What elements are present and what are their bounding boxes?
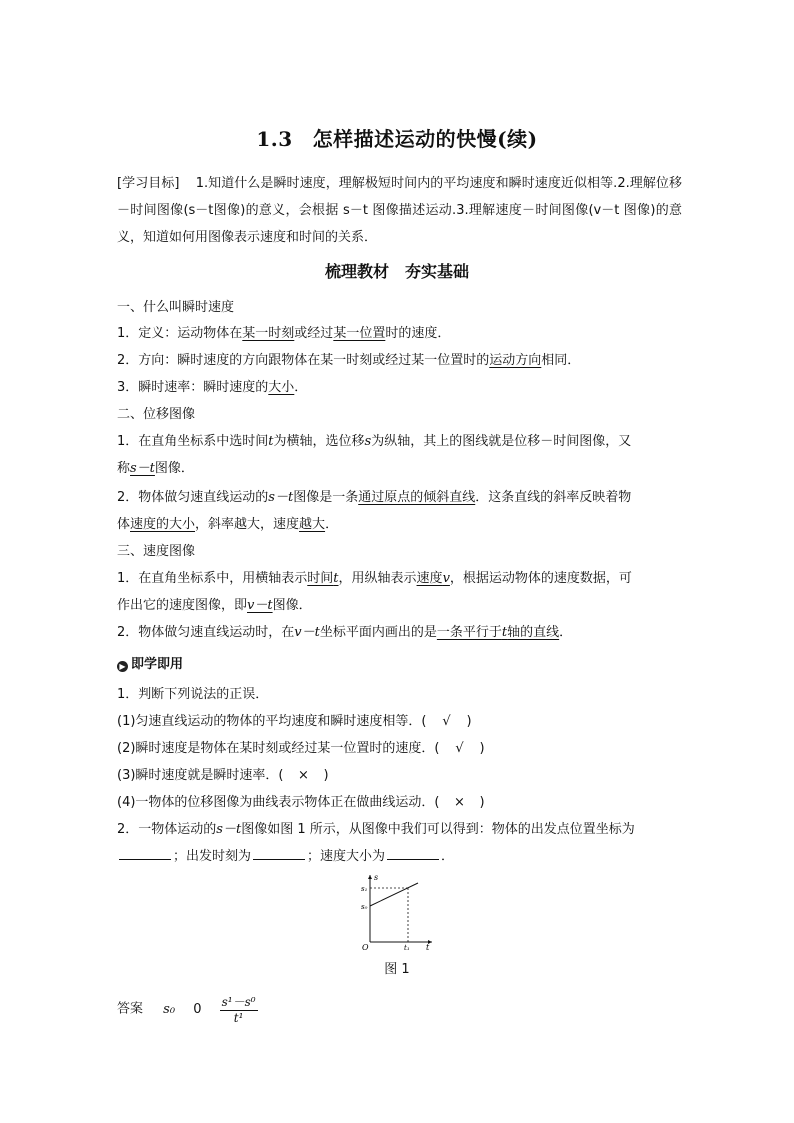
text: 作出它的速度图像，即 [117, 598, 248, 613]
section-title-left: 梳理教材 [324, 262, 389, 281]
math-var: t [501, 625, 508, 640]
text: 2．物体做匀速直线运动时，在 [117, 625, 295, 640]
part3-heading: 三、速度图像 [117, 544, 196, 559]
text: 1．在直角坐标系中选时间 [117, 434, 269, 449]
goals-label: [学习目标] [117, 176, 180, 191]
answer-label: 答案 [117, 1001, 144, 1017]
text: ；出发时刻为 [173, 849, 252, 864]
answer-underline: 大小 [268, 380, 295, 395]
answer-line [117, 993, 258, 1025]
graph-line [370, 883, 418, 906]
cross-mark: × [454, 795, 465, 810]
check-mark: √ [455, 741, 464, 756]
text: 为横轴，选位移 [273, 434, 365, 449]
part2-line2 [117, 486, 631, 505]
answer-underline: 时间 [307, 571, 334, 586]
text: 相同． [541, 353, 581, 368]
text: 为纵轴，其上的图线就是位移－时间图像，又 [371, 434, 632, 449]
answer-underline: 越大 [299, 517, 326, 532]
part2-line2b [117, 513, 338, 532]
judge-item [117, 764, 329, 783]
math-var: s [364, 434, 372, 449]
practice-heading-text: 即学即用 [131, 657, 184, 672]
answer-underline: 速度的大小 [130, 517, 196, 532]
answer-underline: 某一时刻 [242, 326, 295, 341]
goals-text: 1.知道什么是瞬时速度，理解极短时间内的平均速度和瞬时速度近似相等.2.理解位移－时间图像(s－t图像)的意义，会根据 s－t 图像描述运动.3.理解速度－时间图像(v－t 图像)的意义，知道如何用图像表示速度和时间的关系． [117, 176, 682, 245]
text: ) [466, 714, 472, 729]
text: (1)匀速直线运动的物体的平均速度和瞬时速度相等．( [117, 714, 427, 729]
text: 1．在直角坐标系中，用横轴表示 [117, 571, 308, 586]
math-var: v－t [294, 625, 320, 640]
text: ) [479, 795, 485, 810]
text: 2．一物体运动的 [117, 822, 217, 837]
answer-underline: s－t [130, 461, 155, 476]
answer-value: s₀ [163, 1001, 176, 1017]
axis-label-s: s [374, 873, 379, 882]
math-var: v [442, 571, 450, 586]
text: ． [294, 380, 308, 395]
text: ． [325, 517, 339, 532]
page-title [0, 123, 794, 152]
math-var: t [333, 571, 339, 586]
fraction-denominator: t¹ [233, 1011, 244, 1025]
text: (3)瞬时速度就是瞬时速率．( [117, 768, 284, 783]
cross-mark: × [298, 768, 309, 783]
text: 图像． [272, 598, 312, 613]
part2-line1b [117, 457, 194, 476]
text: ；速度大小为 [307, 849, 386, 864]
text: 或经过 [294, 326, 334, 341]
text: 2．方向：瞬时速度的方向跟物体在某一时刻或经过某一位置时的 [117, 353, 490, 368]
text: 称 [117, 461, 131, 476]
part1-heading: 一、什么叫瞬时速度 [117, 300, 235, 315]
text: 坐标平面内画出的是 [319, 625, 437, 640]
part3-line1 [117, 567, 632, 586]
practice-heading [117, 653, 183, 672]
check-mark: √ [442, 714, 451, 729]
origin-label: O [362, 943, 369, 952]
question-1: 1．判断下列说法的正误． [117, 687, 269, 702]
judge-item [117, 737, 485, 756]
y-axis-arrow-icon [368, 875, 372, 879]
answer-underline: 通过原点的倾斜直线 [358, 490, 476, 505]
part1-line2 [117, 349, 580, 368]
fraction-numerator: s¹－s⁰ [221, 995, 256, 1009]
text: 1．定义：运动物体在 [117, 326, 243, 341]
answer-underline: 速度 [416, 571, 443, 586]
part1-line1 [117, 322, 450, 341]
answer-underline: 一条平行于 [436, 625, 502, 640]
text: 图像． [154, 461, 194, 476]
part2-line1 [117, 430, 631, 449]
answer-underline: 轴的直线 [507, 625, 560, 640]
tick-label-s1: s₁ [361, 885, 368, 893]
text: ) [323, 768, 329, 783]
part2-heading: 二、位移图像 [117, 407, 196, 422]
text: ) [479, 741, 485, 756]
text: (2)瞬时速度是物体在某时刻或经过某一位置时的速度．( [117, 741, 440, 756]
tick-label-t1: t₁ [404, 944, 410, 952]
section-title [0, 259, 794, 282]
math-var: s－t [268, 490, 294, 505]
question-2 [117, 818, 635, 837]
figure-1-st-graph [356, 870, 436, 952]
title-text: 怎样描述运动的快慢(续) [312, 127, 538, 151]
text: (4)一物体的位移图像为曲线表示物体正在做曲线运动．( [117, 795, 440, 810]
text: ，根据运动物体的速度数据，可 [449, 571, 632, 586]
answer-blank[interactable] [119, 847, 171, 860]
math-var: t [268, 434, 274, 449]
figure-caption: 图 1 [384, 962, 410, 977]
judge-item [117, 791, 485, 810]
answer-fraction [220, 993, 258, 1025]
text: 图像如图 1 所示，从图像中我们可以得到：物体的出发点位置坐标为 [241, 822, 635, 837]
text: ，斜率越大，速度 [195, 517, 300, 532]
text: ． [441, 849, 455, 864]
part3-line2 [117, 621, 572, 640]
judge-item [117, 710, 472, 729]
part1-line3 [117, 376, 307, 395]
text: 图像是一条 [293, 490, 359, 505]
answer-value: 0 [193, 1001, 202, 1017]
text: ． [559, 625, 573, 640]
tick-label-s0: s₀ [361, 903, 368, 911]
section-title-right: 夯实基础 [405, 262, 470, 281]
text: 2．物体做匀速直线运动的 [117, 490, 269, 505]
text: 体 [117, 517, 131, 532]
section-number: 1.3 [256, 127, 293, 151]
learning-goals [117, 170, 682, 251]
part3-line1b [117, 594, 312, 613]
answer-underline: v－t [247, 598, 273, 613]
math-var: s－t [216, 822, 242, 837]
answer-underline: 运动方向 [489, 353, 542, 368]
question-2-blanks [117, 845, 454, 864]
axis-label-t: t [426, 943, 430, 952]
text: 3．瞬时速率：瞬时速度的 [117, 380, 269, 395]
text: 时的速度． [385, 326, 451, 341]
answer-blank[interactable] [387, 847, 439, 860]
text: ．这条直线的斜率反映着物 [475, 490, 632, 505]
play-icon: ▶ [117, 661, 128, 672]
answer-underline: 某一位置 [333, 326, 386, 341]
text: ，用纵轴表示 [338, 571, 417, 586]
answer-blank[interactable] [253, 847, 305, 860]
